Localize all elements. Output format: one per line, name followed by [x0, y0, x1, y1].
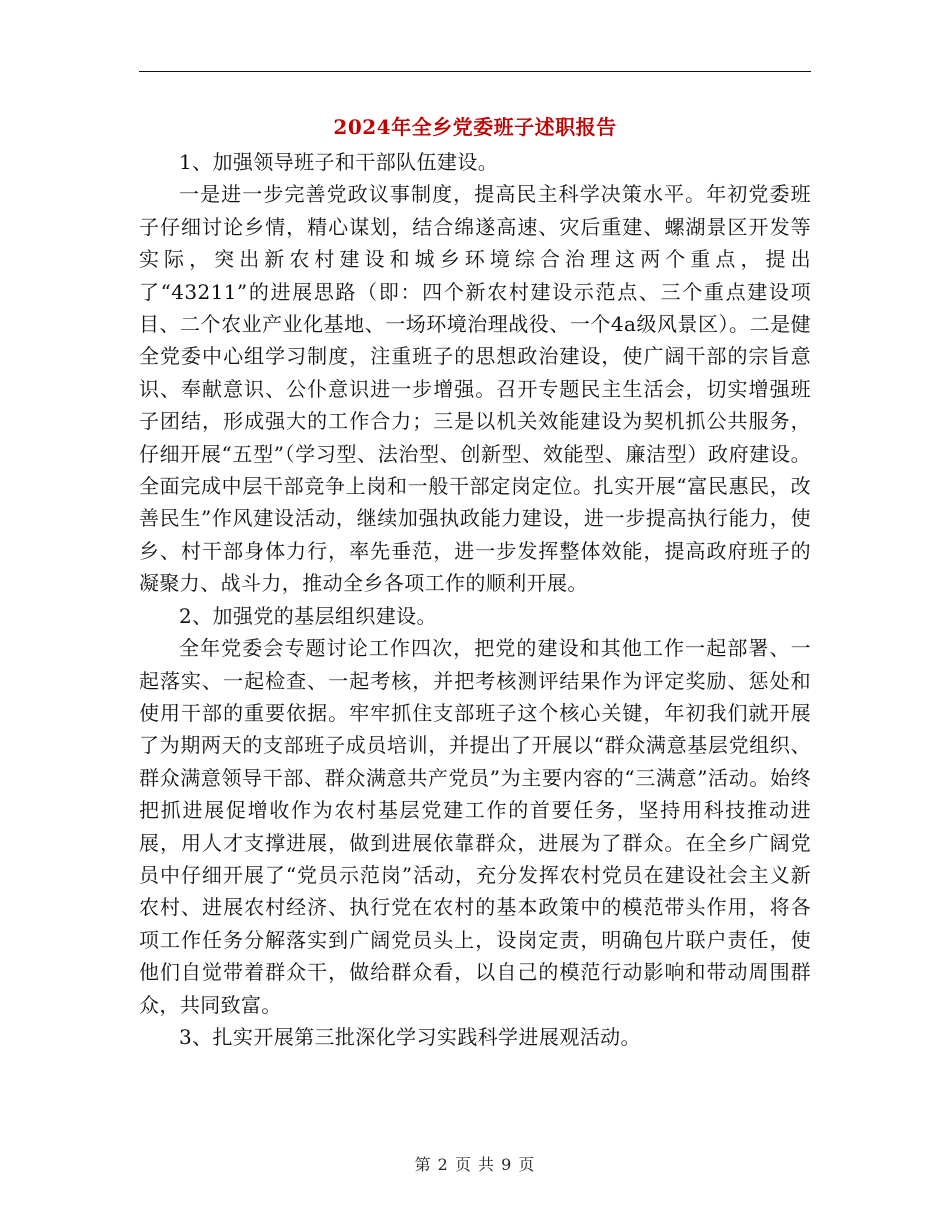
section-heading-2: 2、加强党的基层组织建设。 [179, 603, 437, 628]
body-paragraph-1: 一是进一步完善党政议事制度，提高民主科学决策水平。年初党委班子仔细讨论乡情，精心谋划，结合绵遂高速、灾后重建、螺湖景区开发等实际，突出新农村建设和城乡环境综合治理这两个重点，提出了“43211”的进展思路（即：四个新农村建设示范点、三个重点建设项目、二个农业产业化基地、一场环境治理战役、一个4a级风景区）。二是健全党委中心组学习制度，注重班子的思想政治建设，使广阔干部的宗旨意识、奉献意识、公仆意识进一步增强。召开专题民主生活会，切实增强班子团结，形成强大的工作合力；三是以机关效能建设为契机抓公共服务，仔细开展“五型”（学习型、法治型、创新型、效能型、廉洁型）政府建设。全面完成中层干部竞争上岗和一般干部定岗定位。扎实开展“富民惠民，改善民生”作风建设活动，继续加强执政能力建设，进一步提高执行能力，使乡、村干部身体力行，率先垂范，进一步发挥整体效能，提高政府班子的凝聚力、战斗力，推动全乡各项工作的顺利开展。 [139, 182, 811, 596]
section-heading-1: 1、加强领导班子和干部队伍建设。 [179, 150, 499, 174]
document-body [139, 146, 811, 1053]
header-rule [139, 71, 811, 72]
body-paragraph-2: 全年党委会专题讨论工作四次，把党的建设和其他工作一起部署、一起落实、一起检查、一起考核，并把考核测评结果作为评定奖励、惩处和使用干部的重要依据。牢牢抓住支部班子这个核心关键，年初我们就开展了为期两天的支部班子成员培训，并提出了开展以“群众满意基层党组织、群众满意领导干部、群众满意共产党员”为主要内容的“三满意”活动。始终把抓进展促增收作为农村基层党建工作的首要任务，坚持用科技推动进展，用人才支撑进展，做到进展依靠群众，进展为了群众。在全乡广阔党员中仔细开展了“党员示范岗”活动，充分发挥农村党员在建设社会主义新农村、进展农村经济、执行党在农村的基本政策中的模范带头作用，将各项工作任务分解落实到广阔党员头上，设岗定责，明确包片联户责任，使他们自觉带着群众干，做给群众看，以自己的模范行动影响和带动周围群众，共同致富。 [139, 636, 811, 1017]
section-heading-3: 3、扎实开展第三批深化学习实践科学进展观活动。 [179, 1024, 641, 1049]
document-title: 2024年全乡党委班子述职报告 [333, 115, 617, 139]
page-number-footer: 第 2 页 共 9 页 [414, 1155, 536, 1174]
